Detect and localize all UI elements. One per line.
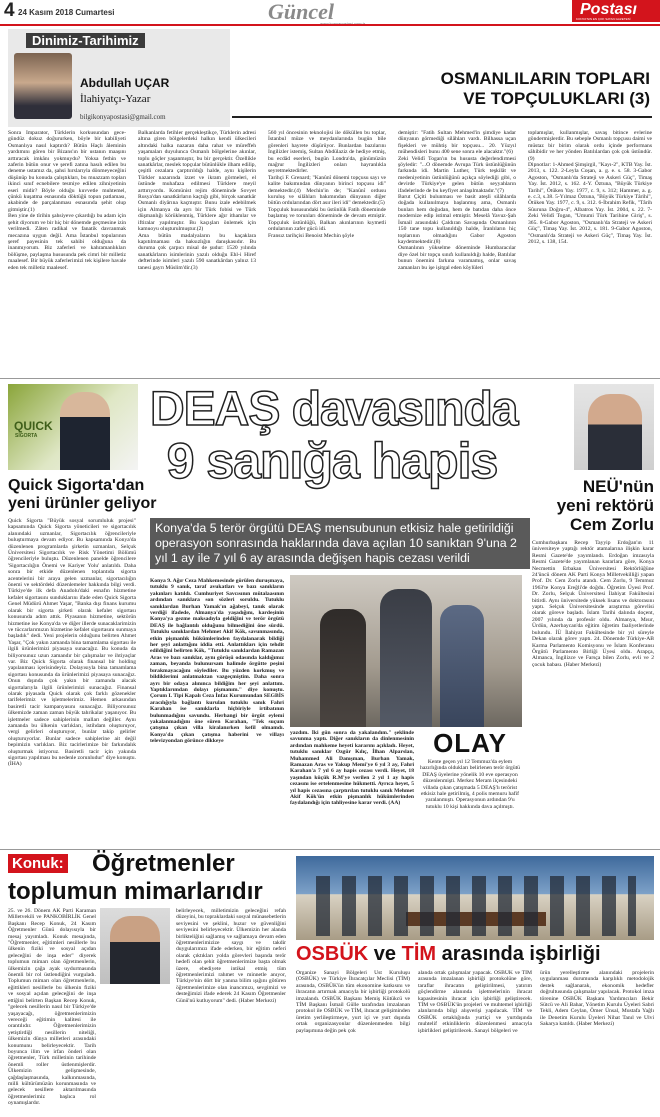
column-para-2: Balkanlarda fetihler gerçekleştikçe, Türklerin adresi altına giren bölgelerdeki halkın kendi ülkecileri altındaki halka nazaran daha rahat ve müreffeh yaşamaları duyulunca Osmanlı bölgelerine akınlar, toplu göçler yaşanmıştır, bu bir gerçektir. Özellikle sanatkârlar, meslek topçular bütünlükle ilham edilip, çeşitli cezalara çarptırıldığı halde, aynı kişilerin Türkler nazarında izzet ve ikram görmeleri, el üstünde muhafaza edilmesi Türklere meyil arttırıyordu. Komünist rejim döneminde Sovyet Rusya'dan sanatkârların kaçtığı gibi, birçok sanatkâr Osmanlı diyârına kaçmıştır. Bunu izale edebilmek için Almanya da ayrı bir Türk fobisi ve Türk düşmanlığı körüklenmiş, Türklere ağır ithamlar ve iftiralar yapılmıştır. Bu kaçışları önlemek için kamuoyu oluşturulmuştur.(2) — [138, 130, 256, 233]
column-para-1b: Ben yine de tîrihin şahsiyeve çıkardığı bu adam için şehit diyorum ve bir hiç bir dönemde geçmesine izin verilmedi. Zâten radikal ve fanatik davranmak mecazına uygun değil. Ama İstanbul topularının şeref payesinin tek sahibi olduğuna da inanmıyorum. Biz zaferleri ve kahramanlıkları bölüşme, paylaşma hususunda pek cimri bir milletiz maalesef. Bir büyük zaferlerimizi tek kişilere havale eden tek milletiz maalesef. — [8, 213, 126, 271]
osbuk-word: OSBÜK — [296, 943, 369, 965]
tim-word: TİM — [401, 943, 437, 965]
column-para-5: toplamışlar, kullanmışlar, savaş bitince evlerine göndermişlerdir. Bu sebeple Osmanlı topçusu daimi ve müstaz bir birim olarak ordu içinde performans sâhibidir ve her yönden Batılılardan çok çok üstündür.(9) — [528, 130, 652, 162]
quick-logo: QUICK — [14, 419, 53, 433]
logo-text: Postası — [580, 1, 637, 18]
quick-headline-1: Quick Sigorta'dan — [8, 477, 145, 494]
column-para-4b: Zeki Velidî Togan'ın bu hususta değerlendirmesi şöyledir: "...O dönemde Avrupa Türk üstünlüğünün farkında idi. Martin Luther, Türk teşkilât ve medeniyetinin üstünlüğünü açıkça söylediği gibi, o devirde Türkiye'ye gelen bütün seyyahların ifadelerinde de bu keyfiyet anlaşılmaktadır."(7) — [398, 155, 516, 194]
issue-date: 24 Kasım 2018 Cumartesi — [18, 8, 115, 17]
author-photo — [14, 53, 72, 119]
deas-headline-1: DEAŞ davasında — [150, 383, 518, 436]
column-para-4: demiştir: "Fatih Sultan Mehmed'in şimdiye kadar dünyanın görmediği silâhları vardı. Bilhassa uçan fişekleri ve mühtiş bir topçusu... 20. Yüzyıl mühendisleri bunu 400 sene sonra ele alacaktır."(6) — [398, 130, 516, 156]
zorlu-figure — [588, 394, 642, 470]
konuk-headline-2: toplumun mimarlarıdır — [8, 878, 263, 905]
logo-tagline: KONYA'NIN EN ÇOK SATAN GAZETESİ — [576, 17, 631, 21]
osbuk-rest: arasında işbirliği — [441, 943, 601, 965]
section-divider-1 — [0, 378, 660, 379]
osbuk-col-1: Organize Sanayi Bölgeleri Üst Kuruluşu (OSBÜK) ve Türkiye İhracatçılar Meclisi (TİM) arasında, OSBÜK'ün tüm ekonomine katkısını ve ihracatın artırmak amacıyla bir işbirliği protokolü imzalandı. OSBÜK Başkanı Memiş Kütükcü ve TİM Başkanı İsmail Gülle tarafından imzalanan protokol ile OSBÜK ve TİM, ihracat gelişiminden üretim yerlileştirmeye, yurt içi ve yurt dışında ortak organizasyonlar düzenlenmeden bilgi paylaşımına değin pek çok — [296, 970, 410, 1034]
quick-logo-sub: SİGORTA — [15, 433, 38, 439]
konuk-body-2: belirleyecek, milletimizin geleceğini refah düzeyini, bu topraklardaki sosyal münasebetlerin seviyesini ve şeklini, huzur ve güvenliğini seviyesini belirleyecektir. Ülkemizin her alanda birlikteliğini sağlamış ve sağlamaya devam eden öğretmenlerimizize saygı ve takdir duygularımızı ifade ederken, bir eğitim neferi olarak çıktıkları yolda görevleri başında terör hedefi olan şehit öğretmenlerimize başta olmak üzere, ebediyete intikal etmiş tüm öğretmenlerimizi rahmet ve minnetle anıyor, Türkiye'nin dört bir yanına bilim ışığını götüren öğretmenlerimize olan inancımızı, sevgimizi ve desteğimizi ifade ederek 24 Kasım Öğretmenler Günü'nü kutluyorum" dedi. (Haber Merkezi) — [176, 908, 286, 1004]
neu-body: Cumhurbaşkanı Recep Tayyip Erdoğan'ın 11 üniversiteye yaptığı rektör atamalarına ilişkin karar Resmi Gazete'de yayımlandı. Erdoğan imzasıyla Resmi Gazete'de yayımlanan kararlara göre, Konya Necmettin Erbakan Üniversitesi Rektörlüğüne 24'üncü dönem AK Parti Konya Milletvekilliği yapan Prof. Dr. Cem Zorlu atandı. Cem Zorlu, 9 Temmuz 1963'te Konya Ereğli'de doğdu. Öğretim Üyesi Prof. Dr. Zorlu, Selçuk Üniversitesi İlahiyat Fakültesini bitirdi. Aynı üniversitede yüksek lisans ve doktorasını yaptı. Selçuk Üniversitesinde araştırma görevlisi olarak göreve başladı. İslam Tarihi dalında doçent, 2007 yılında da profesör oldu. Almanya, Mısır, Ürdün, Azerbaycan'da eğitim öğretim faaliyetlerinde bulundu. İÜ İlahiyat Fakültesinde bir yıl süreyle Dekan olarak görev yaptı. 24. Dönemde Türkiye-AB Karma Parlamento Komisyonu ve İslam Konferansı Örgütü Parlamento Birliği Üyesi oldu. Arapça, Almanca, İngilizce ve Farsça bilen Zorlu, evli ve 2 çocuk babası. (Haber Merkezi) — [532, 540, 654, 668]
neu-headline-3: Cem Zorlu — [569, 515, 654, 534]
osbuk-headline — [296, 944, 654, 964]
author-name: Abdullah UÇAR — [80, 76, 170, 90]
author-role: İlahiyatçı-Yazar — [80, 93, 151, 105]
quick-person — [60, 392, 110, 470]
olay-label: OLAY — [433, 728, 507, 758]
column-text-1 — [8, 130, 126, 375]
osbuk-ve: ve — [373, 943, 397, 965]
column-text-4 — [398, 130, 516, 375]
quick-body: Quick Sigorta "Büyük sosyal sorumluluk projesi" kapsamında Quick Sigorta yöneticileri ve sigortacılık alanındaki uzmanlar, Sigortacılık öğrencileriyle buluşturmaya devam ediyor. Bu kapsamında Konya'da düzenlenen programlarda şirketin uzmanları, Selçuk Üniversitesi Sigortacılık ve Risk Yönetimi Bölümü öğrencileriyle buluştu. Düzenlenen panelde öğrencilere 'Sigortacılığın Önemi ve Kariyer Yolu' anlatıldı. Daha sonra bir etkide düzenlenen toplantıda sigorta acentelerini bir araya gelen uzmanlar, sigortacılığın önemi ve sektördeki düzenlemeler hakkında bilgi verdi. Türkiye'de ilk defa Anadolu'daki esnafın hizmetine kefalet sigortasını sunduklarını ifade eden Quick Sigorta Genel Müdürü Ahmet Yaşar, "Banka dışı finans kurumu olarak bir sigorta şirketi olarak kefalet sigortası konusunda adım attık. Piyasanın hizmetine, sektörün hizmetine ise Konya'da ve diğer illerde sunacaklarimizin ve tüccarlarımızın hizmetine kefalet sigortasını sunmaya başladık" dedi. Yeni projelerin olduğunu belirten Ahmet Yaşar, "Çok yakın zamanda bina tamamlama sigortası ile ilgili ürünlerimizi piyasaya sunacağız. Bu konuda da biliyorsunuz uzun zamandır bir çalışmalar ve ihtiyaçlar var. Biz Quick Sigorta olarak finansal bir holding yapılanması içerisindeyiz. Dolayısıyla bina tamamlama sigortası konusunda da ürünlerimizi piyasaya sunacağız. Onun dışında çok yakın bir zamanda alacak sigortalarıyla ilgili ürünlerimizi sunacağız. Finansal olarak piyasada Quick olarak çok farklı gözenekler tarifelerimiz ve işletmelerimiz. Hemen arkasından basiretli tacir kampanyasını sunacağız. Biliyorsunuz ülkemizde zaman zaman büyük tahrikalar yaşanıyor. Bu işletmeler sadece sahiplerinin malları değiller. Aynı zamanda bu ülkenin varlıkları, istihdam oluşturuyor, vergi gelirleri oluşturuyor, bunlar takip gelirler oluşturuyorlar. Bunlar sadece sahiplerine ait değil bepimizin varlıkları. Biz tacirlerimize bir farkındalık oluşturmak istiyoruz. Basiretli tacir için yakında sigortası yapılması bu nedenle zorunludur" diye konuştu. (İHA) — [8, 518, 136, 768]
header-divider — [0, 24, 660, 26]
neu-headline-2: yeni rektörü — [556, 496, 654, 515]
column-para-3b: Tarihçi F. Grenard; "Kanûnî dönemi topçusu sayı ve kalite bakımından dünyanın birinci topçusu idi" demektedir.(4) Mechin'in de; "Kanûnî ordusu kuruluş ve silâhları bakımından dünyanın diğer bütün ordularından dört asır ileri idi" demektedir.(5) — [268, 174, 386, 207]
konuk-photo — [100, 908, 170, 984]
deas-spot: Konya'da 5 terör örgütü DEAŞ mensubunun etkisiz hale getirildiği operasyon sonrasında haklarında dava açılan 10 sanıktan 9'una 2 yıl 1 ay ile 7 yıl 6 ay arasında değişen hapis cezası verildi — [150, 518, 530, 569]
column-para-2b: Ama bütün madalyaların bu kaçaklara kapıtılmaması da haksızlığın danışkasıdır. Bu duruma çok çarpıcı misal de şudur: 1520 yılında sanatkârların isimlerinin yazılı olduğu Ehl-i Hiref defterinde isimleri yazılı 590 sanatkârdan yalnız 13 tanesi gayrı Müslim'dir.(3) — [138, 232, 256, 271]
olay-text: Kente geçen yıl 12 Temmuz'da eylem hazırlığında oldukları belirlenen terör örgütü DEAŞ üyelerine yönelik 10 eve operasyon düzenlenmişti. Merkez Meram ilçesindeki villada çıkan çatışmada 5 DEAŞ'lı terörist etkisiz hale getirilmiş, 4 polis memuru hafif yaralanmıştı. Operasyonun ardından 9'u tutuklu 10 kişi hakkında dava açılmıştı. — [420, 759, 520, 810]
column-para-3c: Topçuluk hususundaki bu üstünlük Fatih döneminde başlamış ve torunları döneminde de devam etmiştir. Topçuluk üstünlüğü, Balkan akınlarının kıymetli ordularının zafer gücü idi. — [268, 206, 386, 233]
olay-box — [418, 730, 522, 842]
column-para-4d: Osmanlının yükselme döneminde Humbaracılar diye özel bir topçu sınıfı kullanıldığı halde, Batılılar bunun önemini farkına varamamış, onlar savaş zamanları bu işe işitgal eden köylüleri — [398, 245, 516, 271]
column-headline-line1: OSMANLILARIN TOPLARI — [440, 69, 650, 88]
neu-headline-1: NEÜ'nün — [582, 477, 654, 496]
osbuk-col-2: alanda ortak çalışmalar yapacak. OSBÜK ve TİM arasında imzalanan işbirliği protokolüne göre, taraflar ihracatın geliştirilmesi, yatırım göçlendirme alanında işletmelerinin ihracat kapasitesinin ihracat için işbirliği geliştirecek. TİM ve OSBÜK'ün projeleri ve muhtemel işbirliği alanlarında bilgi alışverişi yapılacak. TİM ve OSBÜK ortaklığında yurtiçi ve yurtdışında muhtelif etkinliklerin düzenlenmesi amacıyla işbirlikleri geliştirilecek. Sanayi bölgeleri ve — [418, 970, 532, 1034]
osbuk-photo — [296, 856, 654, 940]
osbuk-group — [316, 876, 636, 936]
konuk-figure — [110, 916, 160, 984]
deas-photo-figure-3 — [320, 609, 366, 727]
quick-headline-2: yeni ürünler geliyor — [8, 495, 157, 512]
deas-photo-figure — [380, 589, 432, 727]
deas-body-2: yazdım. İki gün sonra da yakalandım." şeklinde savunma yaptı. Diğer sanıkların da dinlenmesinin ardından mahkeme heyeti kararını açıkladı. Heyet, tutuklu sanıklar Ozgür Kılıç, İlhan Alparslan, Muhammed Ali Danışman, Burhan Yamak, Ramazan Aras ve Yakup Memi'ye 6 yıl 3 ay, Fahri Karahan'a 7 yıl 6 ay hapis cezası verdi. Heyet, 18 yaşından küçük R.M'ye verilen 2 yıl 1 ay hapis cezasını ise ertelenmesine hükmetti. Ayrıca heyet, 5 yıl hapis cezasına çarptırılan tutuklu sanık Mehmet Akif Kök'ün etkin pişmanlık hükümlerinden faydalandığı için tahliyesine karar verdi. (AA) — [290, 730, 414, 807]
deas-headline-2: 9 sanığa hapis — [166, 433, 498, 489]
column-footnotes: Dipnotlar: 1-Ahmed Şimşirgil, "Kayı-2", KTB Yay. İst. 2013, s. 122. 2-Leyla Coşan, a. g. e. s. 58. 3-Gabor Agoston, "Osmanlı'da Strateji ve Askeri Güç", Timaş Yay. İst. 2012, s. 162. 4-Y. Öztuna, "Büyük Türkiye Tarihi", Ötüken Yay. 1977, c. 9, s. 312; Hammer, a. g. e. c.3, s.38. 5-Yılmaz Öztuna, "Büyük Türkiye Târihi", Ötüken Yay. 1977, c. 9, s. 312. 6-İbrahim Refik, "Târih Sûuruna Doğru-4", Albatros Yay. İst. 2004, s. 22. 7-Zeki Velidî Togan, "Umumi Türk Tarihine Giriş", s. 365. 8-Gabor Agoston, "Osmanlı'da Strateji ve Askeri Güç", Timaş Yay. İst. 2012, s. 181. 9-Gabor Agoston, "Osmanlı'da Strateji ve Askeri Güç", Timaş Yay. İst. 2012, s. 138, 154. — [528, 162, 652, 245]
column-brand-box — [8, 29, 230, 127]
column-text-2 — [138, 130, 256, 375]
column-para-3: 560 yıl öncesinin teknolojisi ile döküllen bu toplar, İstanbul müze ve meydanlarında bugün bile görenleri hayrete düşürüyor. Bunlardan bazılarını İngilizler istemiş, Sultan Abdülaziz de hediye etmiş, bu ecdâd eserleri, bugün Londra'da, günümüzün mağrur İngilizleri onları hayranlıkla seyretmektedirler. — [268, 130, 386, 175]
page-header — [0, 0, 660, 24]
column-para-3d: Fransız tarihçisi Benoist Mechin şöyle — [268, 232, 355, 239]
author-email: bilgikonyapostasi@gmail.com — [80, 113, 166, 121]
osbuk-col-3: ürün yerelleştirme alanındaki projelerin uygulanması durumunda karşılıklı metodolojik destek sağlanarak, ekonomik hedefler doğrultusunda çalışmalar yapılacak. Protokol imza törenine OSBÜK Başkanı Yardımcıları Bekir Sütcü ve Ali Bahar, Yönetim Kurulu Üyeleri Sabri Tekli, Adem Ceylan, Ömer Ünsal, Mustafa Yağlı ile Denetim Kurulu Üyeleri Nihat Tanıl ve Ulvi Sakarya katıldı. (Haber Merkezi) — [540, 970, 654, 1028]
quick-photo — [8, 384, 138, 470]
column-para-4c: Barut Çiçiti bulunması ve basit ateşli silâhlarda doğada kullanılmaya başlanmış ama, Osmanlı bunları hem doğudan, hem de batıdan daha önce modernize edip istimal etmiştir. Meselâ Yavuz-Şah İsmail arasındaki Çaldıran Savaşında Osmanlının 150 tane topu kullanıldığı halde, İranlıların hiç toplarının olmadığını Gabor Agoston kaydetmektedir.(8) — [398, 194, 516, 245]
column-headline — [372, 70, 650, 107]
deas-body-1: Konya 9. Ağır Ceza Mahkemesinde görülen duruşmaya, tutuklu 9 sanık, taraf avukatları ve bazı sanıkların yakınları katıldı. Cumhuriyet Savcısının mütalaasının ardından sanıklara son sözleri soruldu. Tutuklu sanıklardan Burhan Yamak'ın ağabeyi, tanık olarak verdiği ifadede, Almanya'da yaşadığını, kardeşinin Konya'ya gezme maksadıyla geldiğini ve terör örgütü DEAŞ ile bağlantılı olduğunu bilmediğini öne sürdü. Tutuklu sanıklardan Mehmet Akif Kök, savunmasında, etkin pişmanlık hükümlerinden faydalanarak bildiği her şeyi anlattığını iddia etti. Anlattıkları için tehdit edildiğini belirten Kök, "Tutuklu sanıklardan Ramazan Aras ve bazı sanıklar, aynı görüşü odasında kaldığımız zaman, beyanda bulunursam halimde örgütte peşini bırakmayacağını söylediler. Bu yüzden korkmuş ve bildiklerimi anlatmaktan vazgeçmiştim. Daha sonra ayrı bir odaya alınınca bildiğim her şeyi anlattım. Yaptıklarımdan dolayı pişmanım." diye konuştu. Çorum L Tipi Kapalı Ceza İnfaz Kurumundan SEGBİS aracılığıyla bağlantı kurulan tutuklu sanık Fahri Karahan ise sanıklarla hiçbiriyle irtibatının bulunmadığını savundu. Herhangi bir örgüt eylemi yakalanmadığını öne süren Karahan, "Tek suçum çatışma çıkan villa kiralanırken kefil olmamdı. Konya'da çıkan çatışma haberini ve villayı televizyondan görünce dikkeye — [150, 578, 284, 745]
column-headline-line2: VE TOPÇULUKLARI (3) — [463, 89, 650, 108]
deas-photo-figure-2 — [440, 605, 484, 727]
deas-photo — [290, 575, 522, 727]
column-text-5 — [528, 130, 652, 375]
column-text-3 — [268, 130, 386, 375]
column-title-bar — [232, 116, 652, 118]
page-number: 4 — [4, 0, 15, 21]
column-brand: Dinimiz-Tarihimiz — [26, 33, 145, 48]
section-title: Güncel — [268, 0, 334, 24]
konuk-tag: Konuk: — [8, 854, 68, 873]
masthead-logo — [572, 0, 660, 22]
konuk-body-1: 25. ve 26. Dönem AK Parti Karaman Milletvekili ve PANKOBİRLİK Genel Başkanı Recep Konuk, 24 Kasım Öğretmenler Günü dolayısıyla bir mesaj yayımladı. Konuk mesajında, "Öğretmenler, eğitimleri nesillerle bu ülkenin fiziki ve sosyal açıdan geleceğini de inşa eder" diyerek toplumun mimarı olan öğretmenlerin, ülkemizin çağa ayak uydurmasında önemli bir rol üstlendiğini vurguladı. Toplumun mimarı olan öğretmenlerin, eğittikleri nesillerle bu ülkenin fiziki ve sosyal açıdan geleceğini de inşa ettiğini belirten Başkan Recep Konuk, "gelecek nesillerin nasıl bir Türkiye'de yaşayacağı, öğretmenlerimizin vereceği eğitimin kalitesi ile orantılıdır. Öğretmenlerimizin yetiştirdiği nesillerin niteliği, ülkemizin dünya milletleri arasındaki konumunu belirleyecektir. Tarih boyunca ilim ve irfan önderi olan öğretmenler, Türk milletinin tarihinde önemli roller üstlenmişlerdir. Ülkemizin gelişmesinde, çağdaşlaşmasında, kalkınmasında, milli kültürümüzün korunmasında ve gelecek nesillere aktarılmasında öğretmenlerimiz başlıca rol oynamışlardır. — [8, 908, 96, 1107]
column-para-1: Sonra İmparator, Türklerin korkusundan gece-gündüz dokuz doğururken, böyle bir kabiliyeti Osmanlıya nasıl kaptırdı? Bütün Haçlı âleminin yardımını gören bir Bizans'ın bir ustanın maaşını arttıracak imkânı yokmuydu? Yoksa fethin ve zaferin bütün onur ve şerefi zatına hasılı edilen bu deneme ustamız da, şahsi hırslarıyla dönmeyeceğini düşünüp bu konuda çalıştıkları, bu muazzam topları ikinci sınıf ecnebilere tesmiye edilen zihniyetinin eseri midir? Böyle olduğu kuvvetle muhtemel, çünkü kuşatma esnasında döktüğü topun patlaması, akabinde de parçalanması esnasında şehit olup gitmiştir.(1) — [8, 130, 126, 213]
konuk-headline-1: Öğretmenler — [92, 850, 235, 877]
zorlu-photo — [574, 384, 654, 470]
